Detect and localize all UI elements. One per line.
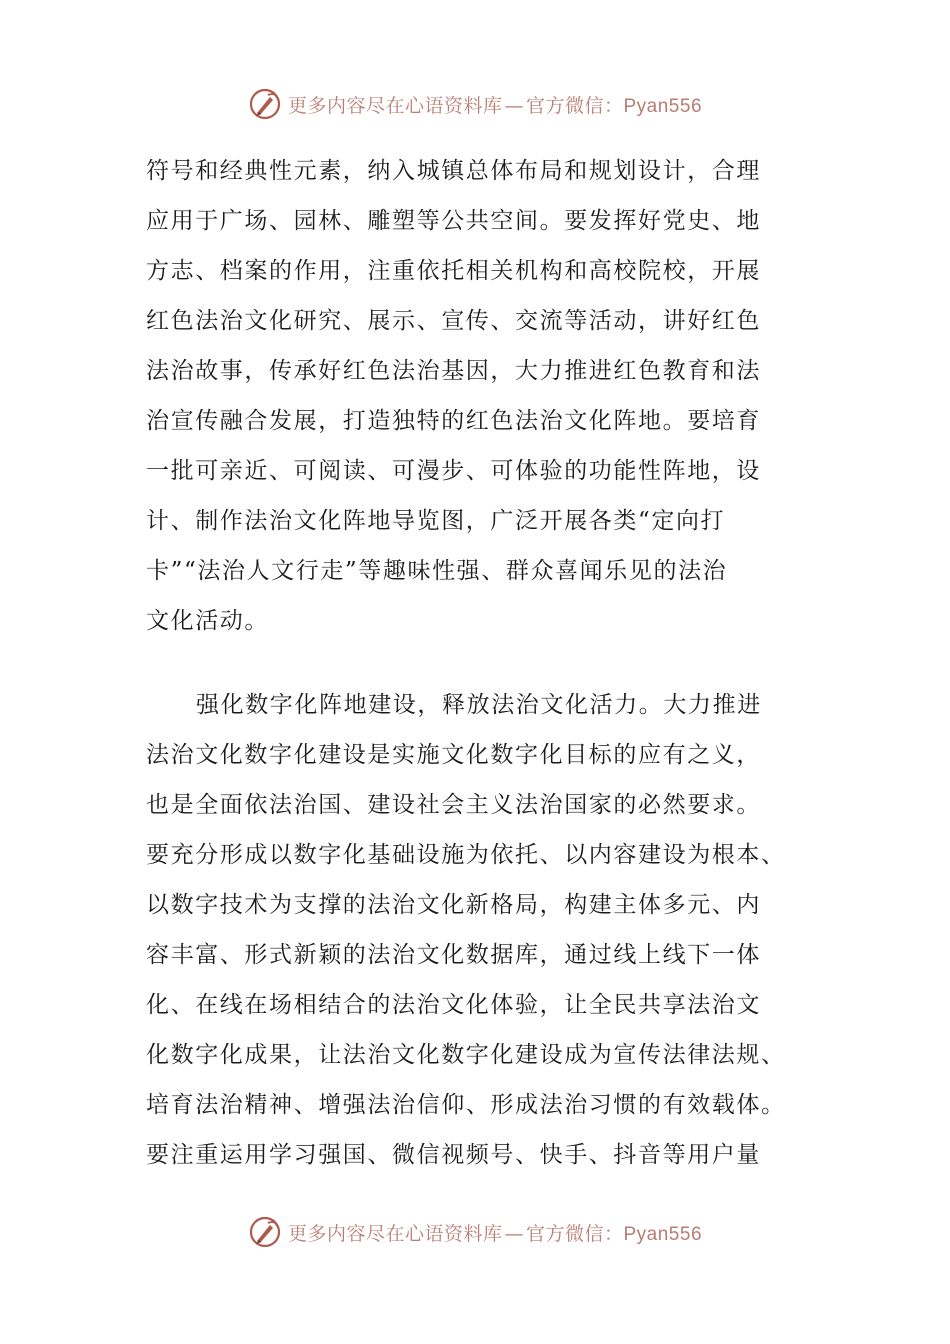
text-line: 法治故事，传承好红色法治基因，大力推进红色教育和法 <box>146 358 761 384</box>
watermark-separator: — <box>504 94 524 117</box>
header-watermark <box>0 84 950 124</box>
text-line-indented: 强化数字化阵地建设，释放法治文化活力。大力推进 <box>196 692 762 718</box>
watermark-wechat-label: 官方微信： <box>525 94 624 117</box>
watermark-text <box>288 1219 702 1246</box>
text-line: 容丰富、形式新颖的法治文化数据库，通过线上线下一体 <box>146 942 761 968</box>
text-line: 法治文化数字化建设是实施文化数字化目标的应有之义， <box>146 742 761 768</box>
watermark-text <box>288 91 702 118</box>
watermark-wechat-label: 官方微信： <box>525 1222 624 1245</box>
text-line: 应用于广场、园林、雕塑等公共空间。要发挥好党史、地 <box>146 208 761 234</box>
text-line: 红色法治文化研究、展示、宣传、交流等活动，讲好红色 <box>146 308 761 334</box>
text-line: 卡”“法治人文行走”等趣味性强、群众喜闻乐见的法治 <box>146 558 728 584</box>
watermark-site-name: 更多内容尽在心语资料库 <box>287 94 503 117</box>
pen-logo-icon <box>248 1215 282 1249</box>
text-line: 也是全面依法治国、建设社会主义法治国家的必然要求。 <box>146 792 761 818</box>
text-line: 符号和经典性元素，纳入城镇总体布局和规划设计，合理 <box>146 158 761 184</box>
text-line: 计、制作法治文化阵地导览图，广泛开展各类“定向打 <box>146 508 726 534</box>
text-line: 化数字化成果，让法治文化数字化建设成为宣传法律法规、 <box>146 1042 786 1068</box>
pen-logo-icon <box>248 87 282 121</box>
watermark-wechat-id: Pyan556 <box>623 1223 703 1245</box>
text-line: 以数字技术为支撑的法治文化新格局，构建主体多元、内 <box>146 892 761 918</box>
watermark-wechat-id: Pyan556 <box>623 95 703 117</box>
watermark-separator: — <box>504 1222 524 1245</box>
paragraph-1 <box>146 146 796 646</box>
watermark-site-name: 更多内容尽在心语资料库 <box>287 1222 503 1245</box>
watermark-group <box>248 87 702 121</box>
text-line: 要注重运用学习强国、微信视频号、快手、抖音等用户量 <box>146 1142 761 1168</box>
document-body <box>146 146 796 1180</box>
text-line: 方志、档案的作用，注重依托相关机构和高校院校，开展 <box>146 258 761 284</box>
text-line: 要充分形成以数字化基础设施为依托、以内容建设为根本、 <box>146 842 786 868</box>
footer-watermark <box>0 1212 950 1252</box>
text-line: 一批可亲近、可阅读、可漫步、可体验的功能性阵地，设 <box>146 458 761 484</box>
text-line: 文化活动。 <box>146 608 269 634</box>
text-line: 治宣传融合发展，打造独特的红色法治文化阵地。要培育 <box>146 408 761 434</box>
paragraph-2 <box>146 680 796 1180</box>
watermark-group <box>248 1215 702 1249</box>
text-line: 培育法治精神、增强法治信仰、形成法治习惯的有效载体。 <box>146 1092 786 1118</box>
text-line: 化、在线在场相结合的法治文化体验，让全民共享法治文 <box>146 992 761 1018</box>
